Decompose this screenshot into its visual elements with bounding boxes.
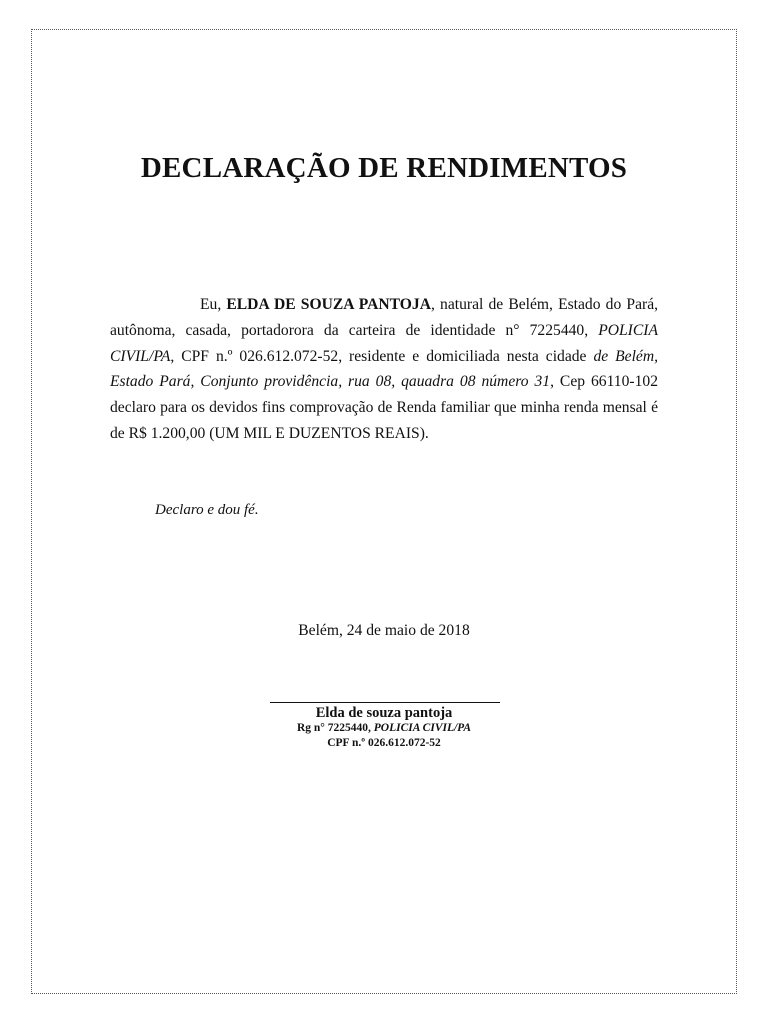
signature-line	[270, 702, 500, 703]
rg-issuer: POLICIA CIVIL/PA	[373, 722, 472, 734]
declarant-name: ELDA DE SOUZA PANTOJA	[226, 296, 431, 313]
document-title: DECLARAÇÃO DE RENDIMENTOS	[140, 152, 628, 184]
paragraph-text-1: , natural de Belém, Estado do Pará, autônoma, casada, portadorora da carteira de identidade n° 7225440,	[110, 296, 659, 339]
paragraph-text-3: , Cep 66110-102 declaro para os devidos fins comprovação de Renda familiar que minha renda mensal é de R$ 1.200,00 (UM MIL E DUZENTOS REAIS).	[110, 373, 658, 442]
paragraph-text-2: , CPF n.º 026.612.072-52, residente e domiciliada nesta cidade	[170, 347, 594, 365]
signatory-name: Elda de souza pantoja	[315, 705, 453, 721]
intro-text: Eu,	[200, 296, 227, 313]
id-issuer: POLICIA CIVIL/PA	[110, 321, 658, 365]
closing-statement: Declaro e dou fé.	[155, 502, 259, 518]
rg-number: Rg n° 7225440,	[296, 722, 374, 734]
address-text: de Belém, Estado Pará, Conjunto providência, rua 08, qauadra 08 número 31	[110, 347, 658, 391]
signatory-rg	[0, 722, 768, 734]
date-line: Belém, 24 de maio de 2018	[298, 622, 470, 639]
signatory-cpf: CPF n.º 026.612.072-52	[327, 737, 441, 749]
declaration-paragraph	[110, 292, 658, 447]
